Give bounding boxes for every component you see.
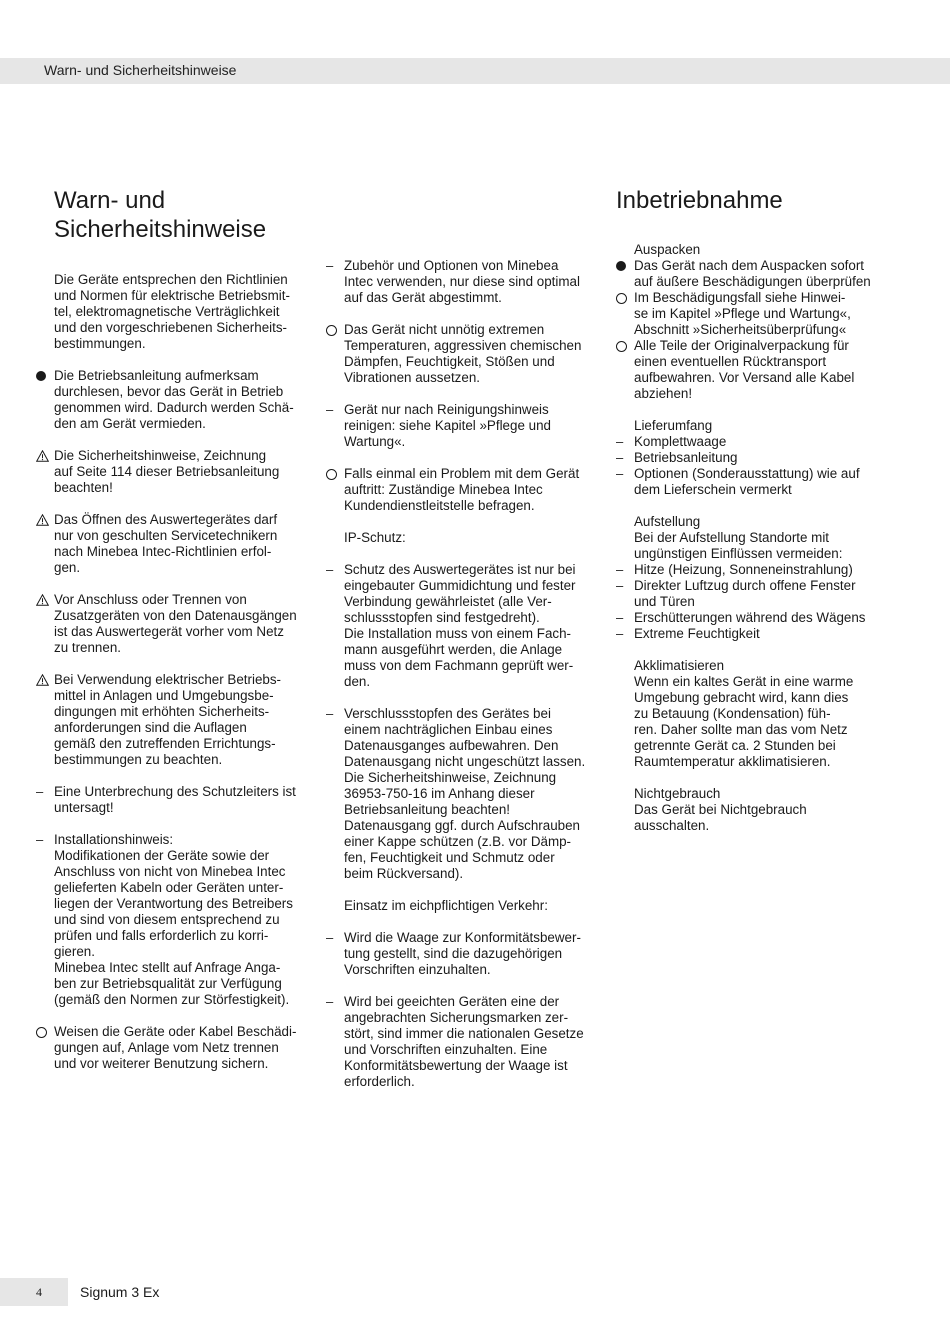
right-line-text: Das Gerät nach dem Auspacken sofort auf äußere Beschädigungen überprüfen	[634, 258, 871, 289]
document-name: Signum 3 Ex	[80, 1284, 160, 1300]
left-item-text: Vor Anschluss oder Trennen von Zusatzgeräten von den Datenausgängen ist das Auswertegerät vorher vom Netz zu trennen.	[54, 592, 297, 655]
no-marker	[616, 514, 630, 530]
middle-item	[326, 706, 588, 882]
right-line-text: Optionen (Sonderausstattung) wie auf dem Lieferschein vermerkt	[634, 466, 860, 497]
right-column	[616, 186, 886, 834]
left-item-text: Bei Verwendung elektrischer Betriebs- mittel in Anlagen und Umgebungsbe- dingungen mit erhöhten Sicherheits- anforderungen sind die Auflagen gemäß den zutreffenden Errichtungs- bestimmungen zu beachten.	[54, 672, 282, 767]
left-item	[36, 1024, 298, 1072]
bullet-dot-icon	[36, 368, 50, 384]
warning-triangle-icon	[36, 512, 50, 528]
dash-marker	[616, 578, 630, 594]
bullet-circle-icon	[326, 322, 340, 338]
right-line-text: Hitze (Heizung, Sonneneinstrahlung)	[634, 562, 853, 577]
left-item	[36, 512, 298, 576]
dash-marker	[326, 930, 340, 946]
right-line-text: Extreme Feuchtigkeit	[634, 626, 760, 641]
right-line	[634, 610, 886, 626]
dash-marker	[36, 784, 50, 800]
middle-item-text: Zubehör und Optionen von Minebea Intec verwenden, nur diese sind optimal auf das Gerät abgestimmt.	[344, 258, 580, 305]
right-line-text: Alle Teile der Originalverpackung für einen eventuellen Rücktransport aufbewahren. Vor Versand alle Kabel abziehen!	[634, 338, 855, 401]
left-item	[36, 592, 298, 656]
middle-column	[326, 258, 588, 1106]
right-line	[634, 514, 886, 562]
middle-items	[326, 258, 588, 1090]
bullet-circle-icon	[616, 338, 630, 354]
no-marker	[326, 898, 340, 914]
dash-marker	[326, 402, 340, 418]
dash-marker	[616, 562, 630, 578]
left-item-text: Eine Unterbrechung des Schutzleiters ist untersagt!	[54, 784, 296, 815]
right-line	[634, 338, 886, 402]
dash-marker	[326, 258, 340, 274]
no-marker	[616, 418, 630, 434]
left-item	[36, 272, 298, 352]
bullet-circle-icon	[326, 466, 340, 482]
right-line	[634, 290, 886, 338]
left-item-text: Die Betriebsanleitung aufmerksam durchlesen, bevor das Gerät in Betrieb genommen wird. Dadurch werden Schä- den am Gerät vermieden.	[54, 368, 294, 431]
right-line-text: Akklimatisieren Wenn ein kaltes Gerät in eine warme Umgebung gebracht wird, kann dies zu Betauung (Kondensation) füh- ren. Daher sollte man das vom Netz getrennte Gerät ca. 2 Stunden bei Raumtemperatur akklimatisieren.	[634, 658, 854, 769]
no-marker	[36, 272, 50, 288]
left-item-text: Die Sicherheitshinweise, Zeichnung auf Seite 114 dieser Betriebsanleitung beachten!	[54, 448, 280, 495]
right-line-text: Aufstellung Bei der Aufstellung Standorte mit ungünstigen Einflüssen vermeiden:	[634, 514, 843, 561]
dash-marker	[326, 562, 340, 578]
middle-item	[326, 562, 588, 690]
middle-item	[326, 898, 588, 914]
right-line	[634, 418, 886, 434]
middle-item	[326, 322, 588, 386]
left-item	[36, 832, 298, 1008]
middle-item-text: Verschlussstopfen des Gerätes bei einem nachträglichen Einbau eines Datenausganges aufbewahren. Den Datenausgang nicht ungeschützt lassen. Die Sicherheitshinweise, Zeichnung 36953-750-16 im Anhang dieser Betriebsanleitung beachten! Datenausgang ggf. durch Aufschrauben einer Kappe schützen (z.B. vor Dämp- fen, Feuchtigkeit und Schmutz oder beim Rückversand).	[344, 706, 586, 881]
dash-marker	[616, 434, 630, 450]
left-item-text: Installationshinweis: Modifikationen der Geräte sowie der Anschluss von nicht von Minebea Intec gelieferten Kabeln oder Geräten unter- liegen der Verantwortung des Betreibers und sind von diesem entsprechend zu prüfen und falls erforderlich zu korri- gieren. Minebea Intec stellt auf Anfrage Anga- ben zur Betriebsqualität zur Verfügung (gemäß den Normen zur Störfestigkeit).	[54, 832, 293, 1007]
middle-item-text: Gerät nur nach Reinigungshinweis reinigen: siehe Kapitel »Pflege und Wartung«.	[344, 402, 551, 449]
dash-marker	[326, 994, 340, 1010]
middle-item-text: Wird die Waage zur Konformitätsbewer- tung gestellt, sind die dazugehörigen Vorschriften einzuhalten.	[344, 930, 581, 977]
right-line	[634, 562, 886, 578]
left-item-text: Das Öffnen des Auswertegerätes darf nur von geschulten Servicetechnikern nach Minebea Intec-Richtlinien erfol- gen.	[54, 512, 278, 575]
left-item	[36, 784, 298, 816]
middle-item	[326, 402, 588, 450]
spacer	[634, 498, 886, 514]
right-line-text: Nichtgebrauch Das Gerät bei Nichtgebrauch ausschalten.	[634, 786, 807, 833]
middle-item-text: Schutz des Auswertegerätes ist nur bei eingebauter Gummidichtung und fester Verbindung gewährleistet (alle Ver- schlussstopfen sind festgedreht). Die Installation muss von einem Fach- mann ausgeführt werden, die Anlage muss von dem Fachmann geprüft wer- den.	[344, 562, 576, 689]
right-line-text: Lieferumfang	[634, 418, 713, 433]
right-line	[634, 578, 886, 610]
no-marker	[616, 242, 630, 258]
middle-item	[326, 994, 588, 1090]
left-item	[36, 672, 298, 768]
dash-marker	[616, 626, 630, 642]
right-line	[634, 466, 886, 498]
page-number: 4	[36, 1285, 42, 1299]
middle-item	[326, 466, 588, 514]
middle-item	[326, 530, 588, 546]
middle-item-text: Einsatz im eichpflichtigen Verkehr:	[344, 898, 548, 913]
warning-triangle-icon	[36, 448, 50, 464]
page-number-box	[0, 1278, 68, 1306]
bullet-dot-icon	[616, 258, 630, 274]
middle-item-text: Das Gerät nicht unnötig extremen Temperaturen, aggressiven chemischen Dämpfen, Feuchtigkeit, Stößen und Vibrationen aussetzen.	[344, 322, 582, 385]
right-line	[634, 242, 886, 258]
dash-marker	[616, 610, 630, 626]
middle-item	[326, 258, 588, 306]
middle-item-text: Wird bei geeichten Geräten eine der angebrachten Sicherungsmarken zer- stört, sind immer die nationalen Gesetze und Vorschriften einzuhalten. Eine Konformitätsbewertung der Waage ist erforderlich.	[344, 994, 584, 1089]
no-marker	[326, 530, 340, 546]
section-header-bar	[0, 58, 950, 84]
left-column	[36, 186, 298, 1088]
right-line	[634, 258, 886, 290]
bullet-circle-icon	[616, 290, 630, 306]
right-line	[634, 786, 886, 834]
left-item-text: Weisen die Geräte oder Kabel Beschädi- gungen auf, Anlage vom Netz trennen und vor weiterer Benutzung sichern.	[54, 1024, 297, 1071]
left-item	[36, 368, 298, 432]
warning-triangle-icon	[36, 672, 50, 688]
left-item-text: Die Geräte entsprechen den Richtlinien und Normen für elektrische Betriebsmit- tel, elektromagnetische Verträglichkeit und den vorgeschriebenen Sicherheits- bestimmungen.	[54, 272, 290, 351]
middle-item	[326, 930, 588, 978]
dash-marker	[36, 832, 50, 848]
no-marker	[616, 658, 630, 674]
right-line	[634, 658, 886, 770]
middle-item-text: Falls einmal ein Problem mit dem Gerät auftritt: Zuständige Minebea Intec Kundendienstleitstelle befragen.	[344, 466, 580, 513]
right-line-text: Betriebsanleitung	[634, 450, 738, 465]
spacer	[634, 642, 886, 658]
bullet-circle-icon	[36, 1024, 50, 1040]
spacer	[634, 770, 886, 786]
spacer	[634, 402, 886, 418]
right-line	[634, 626, 886, 642]
right-heading: Inbetriebnahme	[616, 187, 783, 214]
dash-marker	[326, 706, 340, 722]
dash-marker	[616, 450, 630, 466]
right-line-text: Komplettwaage	[634, 434, 727, 449]
left-heading: Warn- und Sicherheitshinweise	[54, 187, 267, 243]
right-line	[634, 450, 886, 466]
right-lines	[616, 242, 886, 834]
right-line	[634, 434, 886, 450]
no-marker	[616, 786, 630, 802]
right-line-text: Im Beschädigungsfall siehe Hinwei- se im Kapitel »Pflege und Wartung«, Abschnitt »Sicherheitsüberprüfung«	[634, 290, 851, 337]
right-line-text: Auspacken	[634, 242, 701, 257]
dash-marker	[616, 466, 630, 482]
warning-triangle-icon	[36, 592, 50, 608]
right-line-text: Direkter Luftzug durch offene Fenster und Türen	[634, 578, 856, 609]
right-line-text: Erschütterungen während des Wägens	[634, 610, 866, 625]
middle-item-text: IP-Schutz:	[344, 530, 406, 545]
section-title: Warn- und Sicherheitshinweise	[44, 62, 237, 78]
left-items	[36, 272, 298, 1072]
left-item	[36, 448, 298, 496]
